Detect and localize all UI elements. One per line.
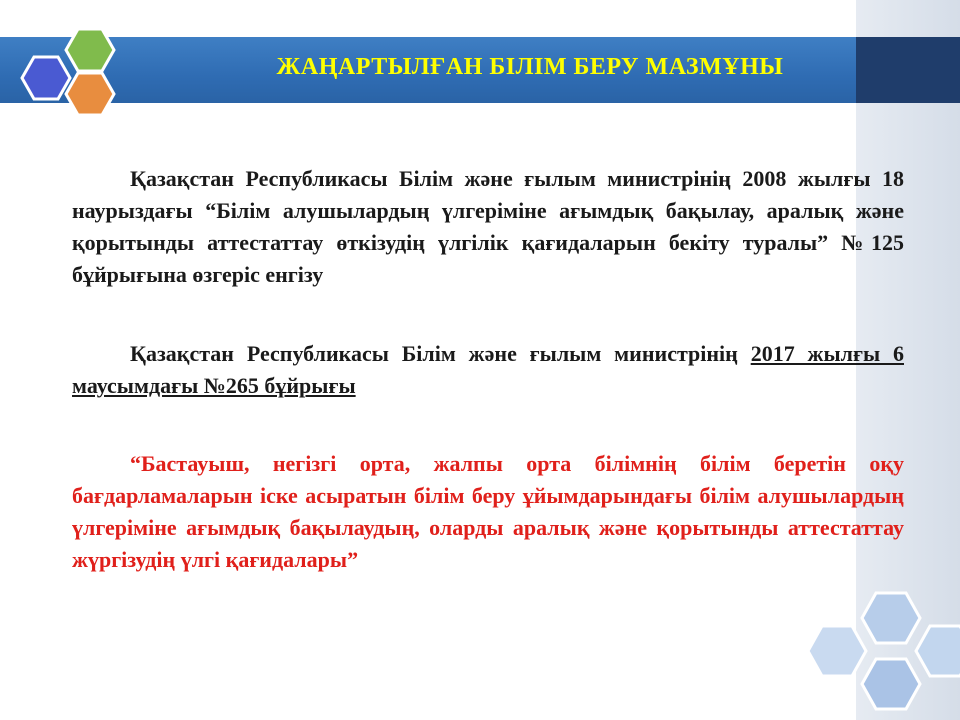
hexagon-cluster-decoration-icon	[800, 586, 960, 720]
paragraph-order-2017	[72, 338, 904, 402]
paragraph-order-2017-underlined: 2017 жылғы 6 маусымдағы №265 бұйрығы	[72, 341, 904, 398]
paragraph-order-2008: Қазақстан Республикасы Білім және ғылым министрінің 2008 жылғы 18 наурыздағы “Білім алушылардың үлгеріміне ағымдық бақылау, аралық және қорытынды аттестаттау өткізудің үлгілік қағидаларын бекіту туралы” №125 бұйрығына өзгеріс енгізу	[72, 166, 904, 287]
paragraph-model-rules: “Бастауыш, негізгі орта, жалпы орта білімнің білім беретін оқу бағдарламаларын іске асыратын білім беру ұйымдарындағы білім алушылардың үлгеріміне ағымдық бақылаудың, оларды аралық және қорытынды аттестаттау жүргізудің үлгі қағидалары”	[72, 451, 904, 572]
hexagon-cluster-logo-icon	[8, 22, 118, 118]
slide-title: ЖАҢАРТЫЛҒАН БІЛІМ БЕРУ МАЗМҰНЫ	[276, 54, 784, 80]
paragraph-order-2017-text: Қазақстан Республикасы Білім және ғылым министрінің	[130, 341, 751, 366]
